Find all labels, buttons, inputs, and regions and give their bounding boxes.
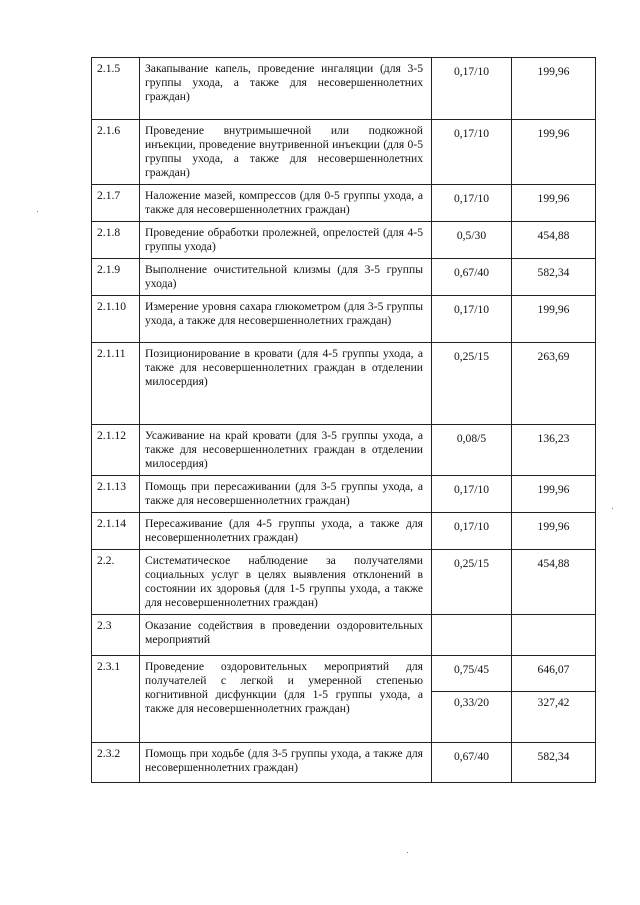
scan-speck (612, 508, 613, 509)
service-description: Наложение мазей, компрессов (для 0-5 группы ухода, а также для несовершеннолетних граждан) (140, 185, 432, 222)
row-number: 2.1.7 (92, 185, 140, 222)
time-rate-cell (432, 343, 512, 425)
time-rate-cell (432, 58, 512, 120)
price-value: 263,69 (537, 350, 570, 363)
table-row (92, 343, 596, 425)
row-number: 2.1.12 (92, 425, 140, 476)
time-rate: 0,17/10 (453, 65, 490, 78)
time-rate-cell (432, 259, 512, 296)
scan-speck (407, 852, 408, 853)
row-number: 2.2. (92, 550, 140, 615)
row-number: 2.3 (92, 615, 140, 656)
price-cell (512, 476, 596, 513)
time-rate: 0,67/40 (453, 266, 490, 279)
row-number: 2.3.1 (92, 656, 140, 743)
time-rate-cell (432, 296, 512, 343)
row-number: 2.1.11 (92, 343, 140, 425)
table-row (92, 58, 596, 120)
row-number: 2.1.6 (92, 120, 140, 185)
services-table (91, 57, 596, 783)
price-cell (512, 120, 596, 185)
table-row (92, 656, 596, 743)
service-description: Оказание содействия в проведении оздоровительных мероприятий (140, 615, 432, 656)
price-value: 199,96 (537, 127, 570, 140)
price-cell (512, 185, 596, 222)
time-rate-cell (432, 120, 512, 185)
table-row (92, 550, 596, 615)
price-value: 327,42 (512, 691, 595, 710)
time-rate-cell (432, 743, 512, 783)
price-cell (512, 425, 596, 476)
table-row (92, 476, 596, 513)
service-description: Закапывание капель, проведение ингаляции (для 3-5 группы ухода, а также для несовершеннолетних граждан) (140, 58, 432, 120)
price-cell (512, 296, 596, 343)
price-value: 454,88 (537, 229, 570, 242)
time-rate: 0,67/40 (453, 750, 490, 763)
row-number: 2.1.10 (92, 296, 140, 343)
time-rate-cell (432, 513, 512, 550)
price-value: 582,34 (537, 750, 570, 763)
table-row (92, 222, 596, 259)
row-number: 2.1.14 (92, 513, 140, 550)
table-row (92, 513, 596, 550)
price-value: 199,96 (537, 483, 570, 496)
table-row (92, 259, 596, 296)
service-description: Проведение оздоровительных мероприятий для получателей с легкой и умеренной степенью когнитивной дисфункции (для 1-5 группы ухода, а также для несовершеннолетних граждан) (140, 656, 432, 743)
table-row (92, 615, 596, 656)
price-value: 199,96 (537, 192, 570, 205)
service-description: Систематическое наблюдение за получателями социальных услуг в целях выявления отклонений в состоянии их здоровья (для 1-5 группы ухода, а также для несовершеннолетних граждан) (140, 550, 432, 615)
row-number: 2.1.13 (92, 476, 140, 513)
price-cell (512, 259, 596, 296)
service-description: Проведение обработки пролежней, опрелостей (для 4-5 группы ухода) (140, 222, 432, 259)
time-rate: 0,17/10 (453, 127, 490, 140)
time-rate-cell (432, 476, 512, 513)
time-rate: 0,17/10 (453, 303, 490, 316)
services-table-body (92, 58, 596, 783)
scan-speck (37, 211, 38, 212)
price-cell (512, 343, 596, 425)
service-description: Проведение внутримышечной или подкожной инъекции, проведение внутривенной инъекции (для 0-5 группы ухода, а также для несовершеннолетних граждан) (140, 120, 432, 185)
table-row (92, 120, 596, 185)
time-rate-cell (432, 222, 512, 259)
service-description: Помощь при пересаживании (для 3-5 группы ухода, а также для несовершеннолетних граждан) (140, 476, 432, 513)
time-rate-cell (432, 185, 512, 222)
service-description: Помощь при ходьбе (для 3-5 группы ухода, а также для несовершеннолетних граждан) (140, 743, 432, 783)
time-rate: 0,25/15 (453, 557, 490, 570)
price-value: 454,88 (537, 557, 570, 570)
time-rate: 0,33/20 (432, 691, 511, 710)
service-description: Измерение уровня сахара глюкометром (для 3-5 группы ухода, а также для несовершеннолетних граждан) (140, 296, 432, 343)
time-rate-cell (432, 425, 512, 476)
price-cell (512, 743, 596, 783)
time-rate: 0,75/45 (453, 663, 490, 676)
price-cell (512, 615, 596, 656)
row-number: 2.1.8 (92, 222, 140, 259)
time-rate: 0,08/5 (456, 432, 487, 445)
table-row (92, 185, 596, 222)
price-value: 136,23 (537, 432, 570, 445)
price-value: 199,96 (537, 65, 570, 78)
table-row (92, 425, 596, 476)
row-number: 2.1.5 (92, 58, 140, 120)
price-cell (512, 550, 596, 615)
service-description: Пересаживание (для 4-5 группы ухода, а также для несовершеннолетних граждан) (140, 513, 432, 550)
price-cell (512, 656, 596, 743)
service-description: Усаживание на край кровати (для 3-5 группы ухода, а также для несовершеннолетних граждан в отделении милосердия) (140, 425, 432, 476)
price-value: 646,07 (537, 663, 570, 676)
time-rate: 0,5/30 (456, 229, 487, 242)
time-rate: 0,17/10 (453, 483, 490, 496)
price-cell (512, 513, 596, 550)
price-value: 582,34 (537, 266, 570, 279)
row-number: 2.3.2 (92, 743, 140, 783)
time-rate-cell (432, 615, 512, 656)
time-rate: 0,25/15 (453, 350, 490, 363)
time-rate: 0,17/10 (453, 192, 490, 205)
row-number: 2.1.9 (92, 259, 140, 296)
table-row (92, 296, 596, 343)
time-rate: 0,17/10 (453, 520, 490, 533)
time-rate-cell (432, 550, 512, 615)
service-description: Выполнение очистительной клизмы (для 3-5 группы ухода) (140, 259, 432, 296)
price-value: 199,96 (537, 520, 570, 533)
price-cell (512, 58, 596, 120)
table-row (92, 743, 596, 783)
service-description: Позиционирование в кровати (для 4-5 группы ухода, а также для несовершеннолетних граждан в отделении милосердия) (140, 343, 432, 425)
time-rate-cell (432, 656, 512, 743)
price-cell (512, 222, 596, 259)
price-value: 199,96 (537, 303, 570, 316)
